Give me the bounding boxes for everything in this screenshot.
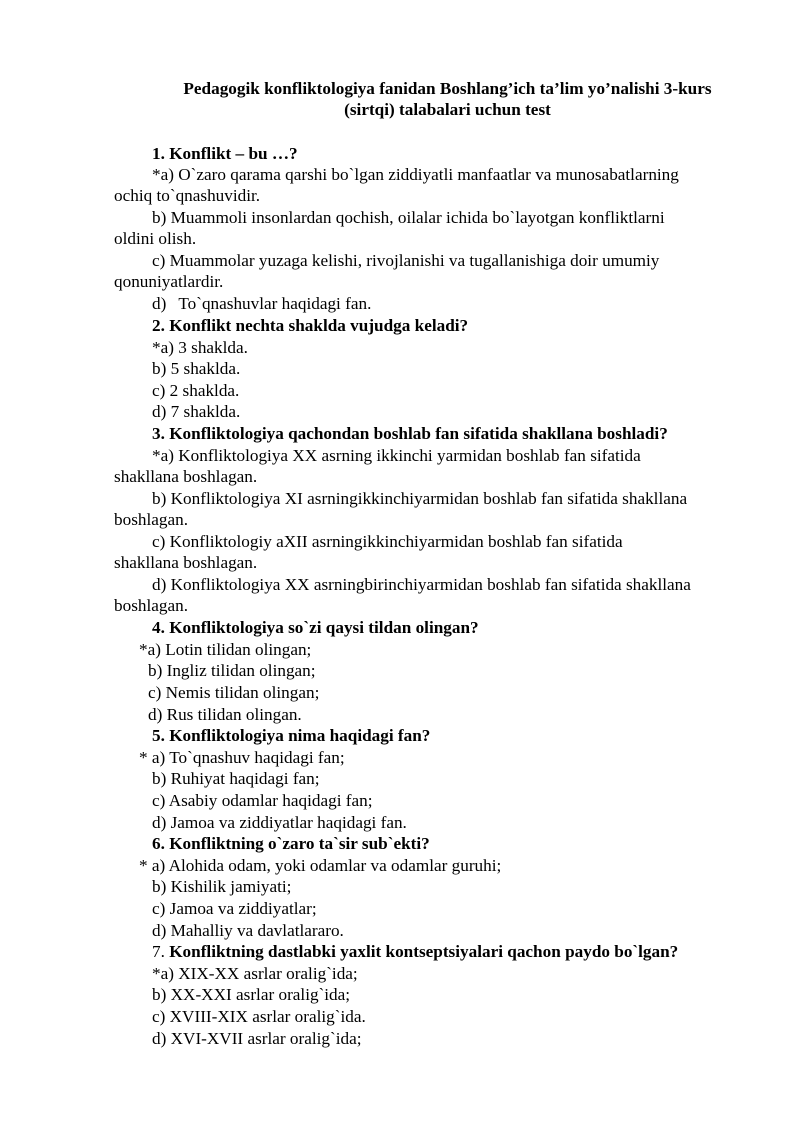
q6-option-c: c) Jamoa va ziddiyatlar; <box>152 899 317 918</box>
q4-option-c: c) Nemis tilidan olingan; <box>148 683 320 702</box>
q1-option-b-line2: oldini olish. <box>114 229 197 248</box>
q1-option-d <box>152 293 371 315</box>
q4-option-b: b) Ingliz tilidan olingan; <box>148 661 316 680</box>
title-line-2: (sirtqi) talabalari uchun test <box>344 100 551 119</box>
q1-option-b-line1: b) Muammoli insonlardan qochish, oilalar ichida bo`layotgan konfliktlarni <box>152 208 665 227</box>
question-7-text: Konfliktning dastlabki yaxlit kontseptsiyalari qachon paydo bo`lgan? <box>169 942 679 961</box>
q3-option-d-line1: d) Konfliktologiya XX asrningbirinchiyarmidan boshlab fan sifatida shakllana <box>152 575 691 594</box>
question-2: 2. Konflikt nechta shaklda vujudga keladi? <box>152 316 469 335</box>
q2-option-b: b) 5 shaklda. <box>152 359 241 378</box>
q2-option-c: c) 2 shaklda. <box>152 381 240 400</box>
q3-option-b-line2: boshlagan. <box>114 510 188 529</box>
question-5: 5. Konfliktologiya nima haqidagi fan? <box>152 726 431 745</box>
q3-option-c-line2: shakllana boshlagan. <box>114 553 258 572</box>
question-7 <box>152 941 678 963</box>
q3-option-c-line1: c) Konfliktologiy aXII asrningikkinchiyarmidan boshlab fan sifatida <box>152 532 623 551</box>
q1-option-c-line1: c) Muammolar yuzaga kelishi, rivojlanishi va tugallanishiga doir umumiy <box>152 251 660 270</box>
q1-option-d-text: To`qnashuvlar haqidagi fan. <box>178 294 372 313</box>
q6-option-a: * a) Alohida odam, yoki odamlar va odamlar guruhi; <box>139 856 502 875</box>
q5-option-b: b) Ruhiyat haqidagi fan; <box>152 769 320 788</box>
q7-option-a: *a) XIX-XX asrlar oralig`ida; <box>152 964 358 983</box>
q6-option-b: b) Kishilik jamiyati; <box>152 877 292 896</box>
q5-option-a: * a) To`qnashuv haqidagi fan; <box>139 748 345 767</box>
q7-option-b: b) XX-XXI asrlar oralig`ida; <box>152 985 351 1004</box>
q3-option-a-line2: shakllana boshlagan. <box>114 467 258 486</box>
q5-option-d: d) Jamoa va ziddiyatlar haqidagi fan. <box>152 813 407 832</box>
document-title <box>150 78 745 120</box>
q2-option-a: *a) 3 shaklda. <box>152 338 248 357</box>
title-line-1: Pedagogik konfliktologiya fanidan Boshlang’ich ta’lim yo’nalishi 3-kurs <box>183 79 712 98</box>
question-3: 3. Konfliktologiya qachondan boshlab fan sifatida shakllana boshladi? <box>152 424 668 443</box>
q1-option-a-line2: ochiq to`qnashuvidir. <box>114 186 261 205</box>
question-4: 4. Konfliktologiya so`zi qaysi tildan olingan? <box>152 618 479 637</box>
q3-option-d-line2: boshlagan. <box>114 596 188 615</box>
q4-option-a: *a) Lotin tilidan olingan; <box>139 640 312 659</box>
q2-option-d: d) 7 shaklda. <box>152 402 241 421</box>
q7-option-c: c) XVIII-XIX asrlar oralig`ida. <box>152 1007 366 1026</box>
q5-option-c: c) Asabiy odamlar haqidagi fan; <box>152 791 373 810</box>
question-7-number: 7. <box>152 942 165 961</box>
question-6: 6. Konfliktning o`zaro ta`sir sub`ekti? <box>152 834 430 853</box>
question-1: 1. Konflikt – bu …? <box>152 144 298 163</box>
q1-option-d-letter: d) <box>152 294 167 313</box>
q3-option-a-line1: *a) Konfliktologiya XX asrning ikkinchi yarmidan boshlab fan sifatida <box>152 446 641 465</box>
q6-option-d: d) Mahalliy va davlatlararo. <box>152 921 344 940</box>
q4-option-d: d) Rus tilidan olingan. <box>148 705 302 724</box>
q1-option-a-line1: *a) O`zaro qarama qarshi bo`lgan ziddiyatli manfaatlar va munosabatlarning <box>152 165 679 184</box>
q3-option-b-line1: b) Konfliktologiya XI asrningikkinchiyarmidan boshlab fan sifatida shakllana <box>152 489 688 508</box>
q7-option-d: d) XVI-XVII asrlar oralig`ida; <box>152 1029 362 1048</box>
q1-option-c-line2: qonuniyatlardir. <box>114 272 224 291</box>
